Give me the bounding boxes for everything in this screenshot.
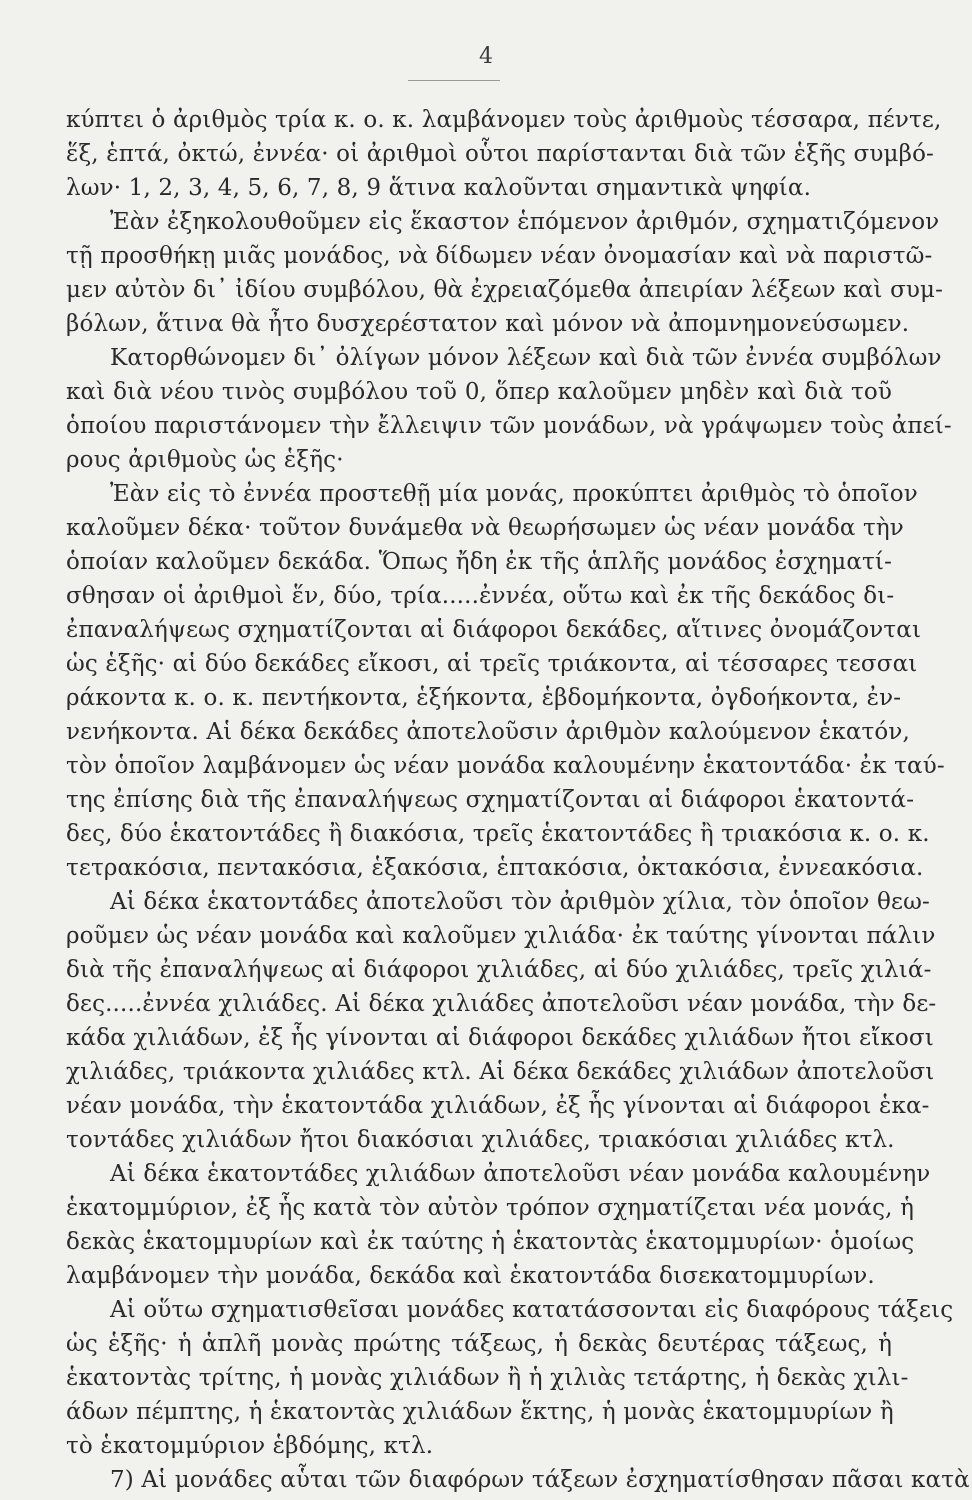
text-line: ὁποίαν καλοῦμεν δεκάδα. Ὅπως ἤδη ἐκ τῆς ἁπλῆς μονάδος ἐσχηματί- <box>66 549 892 575</box>
text-line: ἕξ, ἑπτά, ὀκτώ, ἐννέα· οἱ ἀριθμοὶ οὗτοι παρίστανται διὰ τῶν ἑξῆς συμβό- <box>66 141 934 167</box>
text-line: ἑκατομμύριον, ἐξ ἧς κατὰ τὸν αὐτὸν τρόπον σχηματίζεται νέα μονάς, ἡ <box>66 1195 915 1221</box>
text-line: μεν αὐτὸν δι᾽ ἰδίου συμβόλου, θὰ ἐχρειαζόμεθα ἀπειρίαν λέξεων καὶ συμ- <box>66 277 944 303</box>
text-line: ρους ἀριθμοὺς ὡς ἑξῆς· <box>66 447 344 473</box>
text-line: καλοῦμεν δέκα· τοῦτον δυνάμεθα νὰ θεωρήσωμεν ὡς νέαν μονάδα τὴν <box>66 515 904 541</box>
text-line: καὶ διὰ νέου τινὸς συμβόλου τοῦ 0, ὅπερ καλοῦμεν μηδὲν καὶ διὰ τοῦ <box>66 379 892 405</box>
text-line: κάδα χιλιάδων, ἐξ ἧς γίνονται αἱ διάφοροι δεκάδες χιλιάδων ἤτοι εἴκοσι <box>66 1025 934 1051</box>
text-line: 7) Αἱ μονάδες αὗται τῶν διαφόρων τάξεων ἐσχηματίσθησαν πᾶσαι κατὰ <box>110 1467 970 1493</box>
text-line: νενήκοντα. Αἱ δέκα δεκάδες ἀποτελοῦσιν ἀριθμὸν καλούμενον ἑκατόν, <box>66 719 911 745</box>
text-line: τῇ προσθήκῃ μιᾶς μονάδος, νὰ δίδωμεν νέαν ὀνομασίαν καὶ νὰ παριστῶ- <box>66 243 933 269</box>
text-line: τοντάδες χιλιάδων ἤτοι διακόσιαι χιλιάδες, τριακόσιαι χιλιάδες κτλ. <box>66 1127 895 1153</box>
text-line: ὡς ἑξῆς· ἡ ἁπλῆ μονὰς πρώτης τάξεως, ἡ δεκὰς δευτέρας τάξεως, ἡ <box>66 1331 892 1357</box>
text-line: δεκὰς ἑκατομμυρίων καὶ ἐκ ταύτης ἡ ἑκατοντὰς ἑκατομμυρίων· ὁμοίως <box>66 1229 915 1255</box>
text-line: διὰ τῆς ἐπαναλήψεως αἱ διάφοροι χιλιάδες, αἱ δύο χιλιάδες, τρεῖς χιλιά- <box>66 957 932 983</box>
text-line: σθησαν οἱ ἀριθμοὶ ἕν, δύο, τρία.....ἐννέα, οὕτω καὶ ἐκ τῆς δεκάδος δι- <box>66 583 895 609</box>
text-line: Ἐὰν εἰς τὸ ἐννέα προστεθῇ μία μονάς, προκύπτει ἀριθμὸς τὸ ὁποῖον <box>110 481 918 507</box>
text-line: της ἐπίσης διὰ τῆς ἐπαναλήψεως σχηματίζονται αἱ διάφοροι ἑκατοντά- <box>66 787 915 813</box>
text-line: χιλιάδες, τριάκοντα χιλιάδες κτλ. Αἱ δέκα δεκάδες χιλιάδων ἀποτελοῦσι <box>66 1059 935 1085</box>
text-line: ροῦμεν ὡς νέαν μονάδα καὶ καλοῦμεν χιλιάδα· ἐκ ταύτης γίνονται πάλιν <box>66 923 936 949</box>
text-line: τὸν ὁποῖον λαμβάνομεν ὡς νέαν μονάδα καλουμένην ἑκατοντάδα· ἐκ ταύ- <box>66 753 945 779</box>
text-line: νέαν μονάδα, τὴν ἑκατοντάδα χιλιάδων, ἐξ ἧς γίνονται αἱ διάφοροι ἑκα- <box>66 1093 930 1119</box>
text-line: ἑκατοντὰς τρίτης, ἡ μονὰς χιλιάδων ἢ ἡ χιλιὰς τετάρτης, ἡ δεκὰς χιλι- <box>66 1365 909 1391</box>
text-line: λαμβάνομεν τὴν μονάδα, δεκάδα καὶ ἑκατοντάδα δισεκατομμυρίων. <box>66 1263 875 1289</box>
text-line: Κατορθώνομεν δι᾽ ὀλίγων μόνον λέξεων καὶ διὰ τῶν ἐννέα συμβόλων <box>110 345 942 371</box>
page-number-rule <box>408 80 500 81</box>
text-line: ράκοντα κ. ο. κ. πεντήκοντα, ἑξήκοντα, ἑβδομήκοντα, ὀγδοήκοντα, ἐν- <box>66 685 902 711</box>
text-line: ὡς ἑξῆς· αἱ δύο δεκάδες εἴκοσι, αἱ τρεῖς τριάκοντα, αἱ τέσσαρες τεσσαι <box>66 651 918 677</box>
text-line: λων· 1, 2, 3, 4, 5, 6, 7, 8, 9 ἅτινα καλοῦνται σημαντικὰ ψηφία. <box>66 175 812 201</box>
text-line: δες, δύο ἑκατοντάδες ἢ διακόσια, τρεῖς ἑκατοντάδες ἢ τριακόσια κ. ο. κ. <box>66 821 930 847</box>
page-number: 4 <box>479 44 493 69</box>
text-line: τετρακόσια, πεντακόσια, ἑξακόσια, ἑπτακόσια, ὀκτακόσια, ἐννεακόσια. <box>66 855 924 881</box>
text-line: δες.....ἐννέα χιλιάδες. Αἱ δέκα χιλιάδες ἀποτελοῦσι νέαν μονάδα, τὴν δε- <box>66 991 937 1017</box>
text-line: άδων πέμπτης, ἡ ἑκατοντὰς χιλιάδων ἕκτης, ἡ μονὰς ἑκατομμυρίων ἢ <box>66 1399 894 1425</box>
text-line: Ἐὰν ἐξηκολουθοῦμεν εἰς ἕκαστον ἑπόμενον ἀριθμόν, σχηματιζόμενον <box>110 209 940 235</box>
text-line: Αἱ δέκα ἑκατοντάδες ἀποτελοῦσι τὸν ἀριθμὸν χίλια, τὸν ὁποῖον θεω- <box>110 889 930 915</box>
text-line: τὸ ἑκατομμύριον ἑβδόμης, κτλ. <box>66 1433 434 1459</box>
text-line: ὁποίου παριστάνομεν τὴν ἔλλειψιν τῶν μονάδων, νὰ γράψωμεν τοὺς ἀπεί- <box>66 413 952 439</box>
text-line: κύπτει ὁ ἀριθμὸς τρία κ. ο. κ. λαμβάνομεν τοὺς ἀριθμοὺς τέσσαρα, πέντε, <box>66 107 942 133</box>
text-line: Αἱ δέκα ἑκατοντάδες χιλιάδων ἀποτελοῦσι νέαν μονάδα καλουμένην <box>110 1161 931 1187</box>
text-line: βόλων, ἅτινα θὰ ἦτο δυσχερέστατον καὶ μόνον νὰ ἀπομνημονεύσωμεν. <box>66 311 910 337</box>
text-line: Αἱ οὕτω σχηματισθεῖσαι μονάδες κατατάσσονται εἰς διαφόρους τάξεις <box>110 1297 954 1323</box>
text-line: ἐπαναλήψεως σχηματίζονται αἱ διάφοροι δεκάδες, αἵτινες ὀνομάζονται <box>66 617 922 643</box>
